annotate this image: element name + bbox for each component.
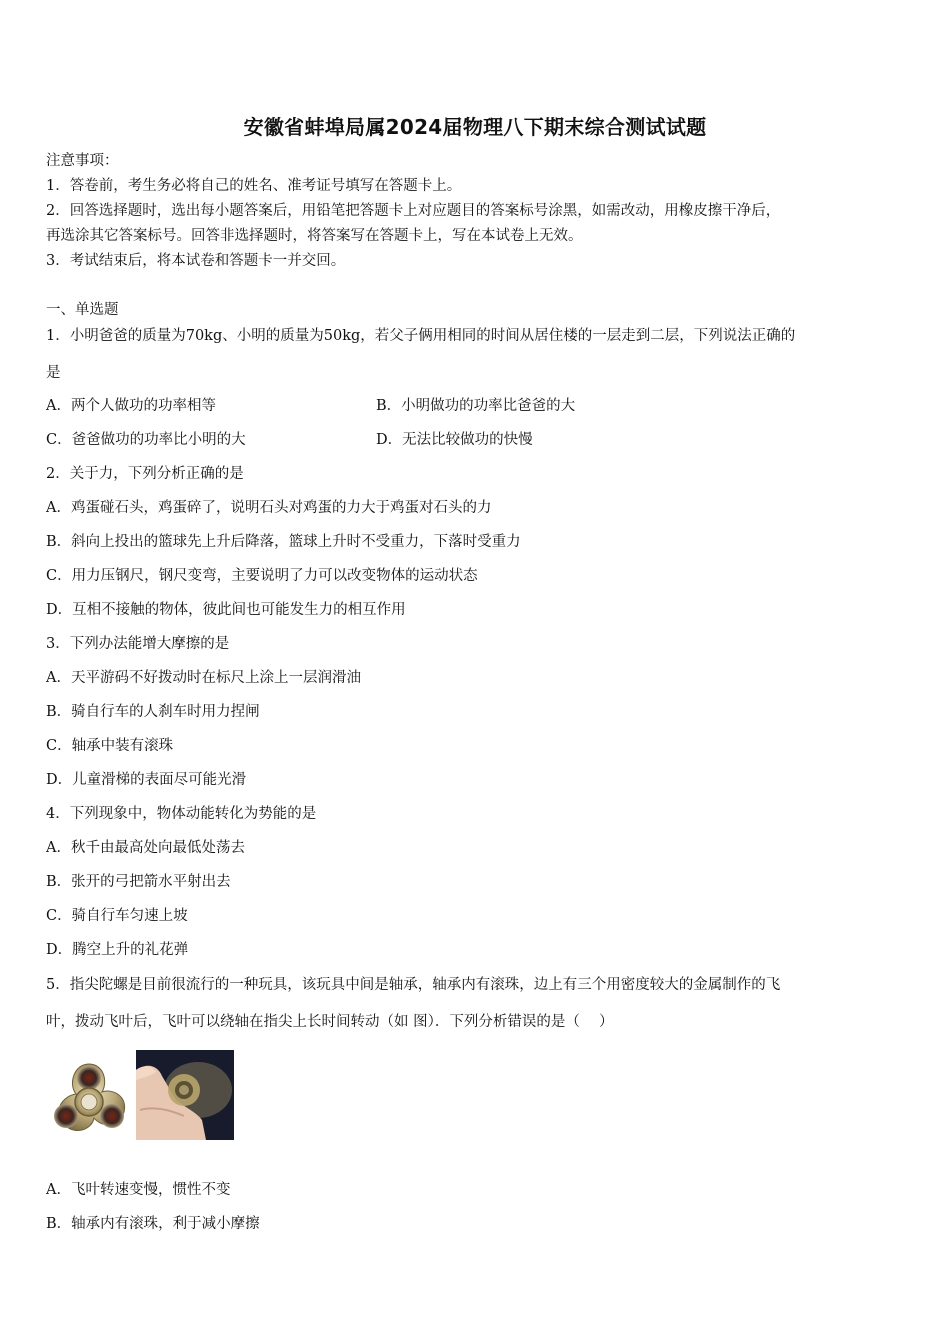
question-stem: 1．小明爸爸的质量为70kg、小明的质量为50kg，若父子俩用相同的时间从居住楼的一层走到二层，下列说法正确的 <box>46 328 796 344</box>
section-heading: 一、单选题 <box>46 302 119 318</box>
option-c: C．骑自行车匀速上坡 <box>46 908 188 924</box>
question-stem: 叶，拨动飞叶后，飞叶可以绕轴在指尖上长时间转动（如 图）．下列分析错误的是（ ） <box>46 1014 614 1030</box>
option-c: C．轴承中装有滚珠 <box>46 738 174 754</box>
question-figure <box>46 1050 234 1142</box>
notes-heading: 注意事项： <box>46 153 119 169</box>
option-d: D．互相不接触的物体，彼此间也可能发生力的相互作用 <box>46 602 406 618</box>
question-stem: 4．下列现象中，物体动能转化为势能的是 <box>46 806 317 822</box>
note-item: 1．答卷前，考生务必将自己的姓名、准考证号填写在答题卡上。 <box>46 178 462 194</box>
option-b: B．斜向上投出的篮球先上升后降落，篮球上升时不受重力，下落时受重力 <box>46 534 521 550</box>
question-stem: 5．指尖陀螺是目前很流行的一种玩具，该玩具中间是轴承，轴承内有滚珠，边上有三个用密度较大的金属制作的飞 <box>46 977 781 993</box>
note-item: 再选涂其它答案标号。回答非选择题时，将答案写在答题卡上，写在本试卷上无效。 <box>46 228 583 244</box>
option-b: B．骑自行车的人刹车时用力捏闸 <box>46 704 260 720</box>
option-a: A．飞叶转速变慢，惯性不变 <box>46 1182 231 1198</box>
option-a: A．天平游码不好拨动时在标尺上涂上一层润滑油 <box>46 670 361 686</box>
option-a: A．鸡蛋碰石头，鸡蛋碎了，说明石头对鸡蛋的力大于鸡蛋对石头的力 <box>46 500 492 516</box>
spinning-on-finger-image <box>136 1050 234 1140</box>
option-c: C．用力压钢尺，钢尺变弯，主要说明了力可以改变物体的运动状态 <box>46 568 478 584</box>
option-d: D．儿童滑梯的表面尽可能光滑 <box>46 772 247 788</box>
note-item: 3．考试结束后，将本试卷和答题卡一并交回。 <box>46 253 346 269</box>
question-stem: 2．关于力，下列分析正确的是 <box>46 466 244 482</box>
fidget-spinner-image <box>46 1056 132 1142</box>
option-b: B．小明做功的功率比爸爸的大 <box>376 398 576 414</box>
option-a: A．两个人做功的功率相等 <box>46 398 216 414</box>
question-stem: 3．下列办法能增大摩擦的是 <box>46 636 230 652</box>
option-b: B．轴承内有滚珠，利于减小摩擦 <box>46 1216 260 1232</box>
page-title: 安徽省蚌埠局属2024届物理八下期末综合测试试题 <box>243 115 707 139</box>
option-d: D．腾空上升的礼花弹 <box>46 942 189 958</box>
question-stem: 是 <box>46 365 61 381</box>
option-b: B．张开的弓把箭水平射出去 <box>46 874 231 890</box>
option-c: C．爸爸做功的功率比小明的大 <box>46 432 246 448</box>
option-d: D．无法比较做功的快慢 <box>376 432 533 448</box>
note-item: 2．回答选择题时，选出每小题答案后，用铅笔把答题卡上对应题目的答案标号涂黑，如需改动，用橡皮擦干净后， <box>46 203 781 219</box>
option-a: A．秋千由最高处向最低处荡去 <box>46 840 245 856</box>
